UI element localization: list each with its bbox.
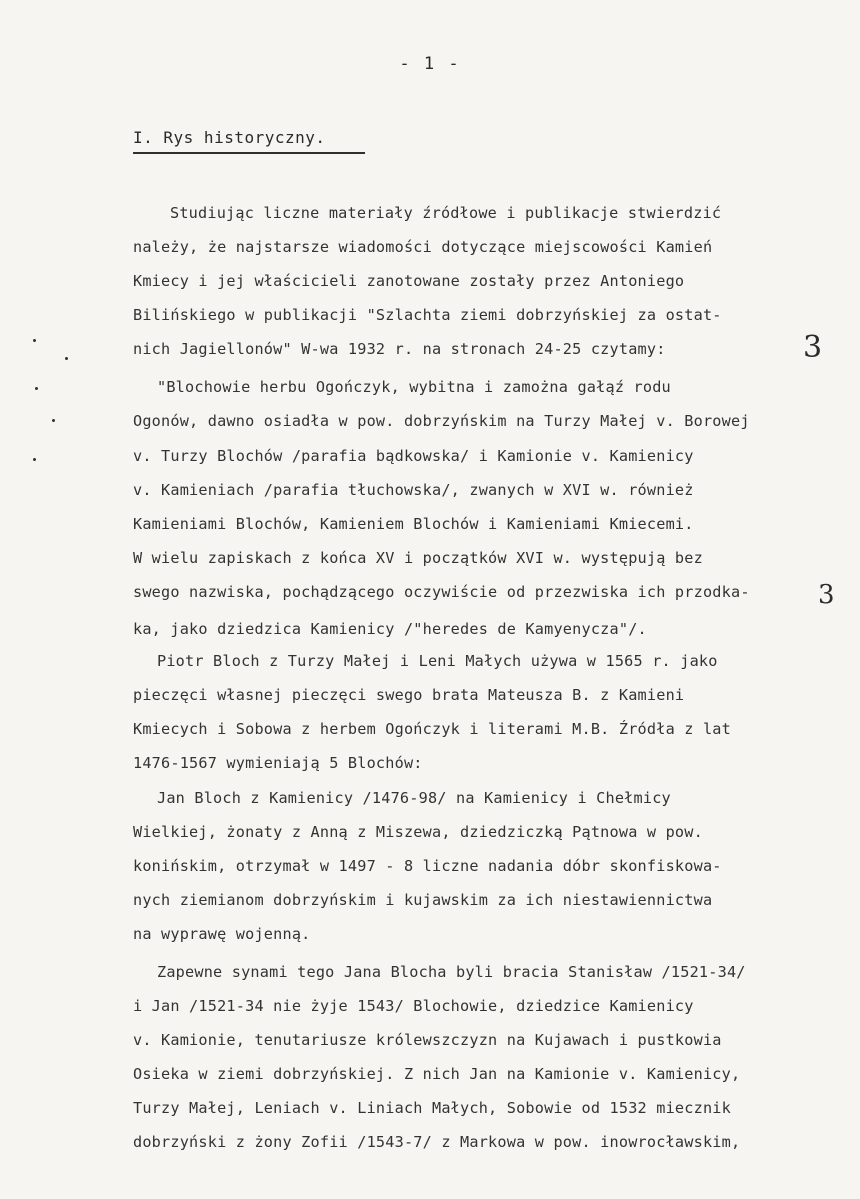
text-line: swego nazwiska, pochądzącego oczywiście od przezwiska ich przodka- bbox=[133, 583, 750, 601]
text-line: Studiując liczne materiały źródłowe i publikacje stwierdzić bbox=[170, 204, 722, 222]
text-line: dobrzyński z żony Zofii /1543-7/ z Markowa w pow. inowrocławskim, bbox=[133, 1133, 741, 1151]
margin-dot bbox=[35, 387, 38, 390]
text-line: Kmiecy i jej właścicieli zanotowane zostały przez Antoniego bbox=[133, 272, 685, 290]
text-line: ka, jako dziedzica Kamienicy /"heredes de Kamyenycza"/. bbox=[133, 620, 647, 638]
text-line: 1476-1567 wymieniają 5 Blochów: bbox=[133, 754, 423, 772]
text-line: nych ziemianom dobrzyńskim i kujawskim za ich niestawiennictwa bbox=[133, 891, 713, 909]
text-line: konińskim, otrzymał w 1497 - 8 liczne nadania dóbr skonfiskowa- bbox=[133, 857, 722, 875]
margin-dot bbox=[33, 458, 36, 461]
text-line: "Blochowie herbu Ogończyk, wybitna i zamożna gałąź rodu bbox=[157, 378, 671, 396]
margin-note: 3 bbox=[803, 330, 823, 365]
text-line: Wielkiej, żonaty z Anną z Miszewa, dziedziczką Pątnowa w pow. bbox=[133, 823, 703, 841]
text-line: W wielu zapiskach z końca XV i początków XVI w. występują bez bbox=[133, 549, 703, 567]
text-line: v. Turzy Blochów /parafia bądkowska/ i Kamionie v. Kamienicy bbox=[133, 447, 694, 465]
margin-dot bbox=[33, 339, 36, 342]
text-line: i Jan /1521-34 nie żyje 1543/ Blochowie, dziedzice Kamienicy bbox=[133, 997, 694, 1015]
section-heading bbox=[133, 128, 326, 147]
page-number: - 1 - bbox=[399, 54, 461, 74]
margin-note: 3 bbox=[818, 580, 835, 610]
text-line: należy, że najstarsze wiadomości dotyczące miejscowości Kamień bbox=[133, 238, 713, 256]
text-line: Kamieniami Blochów, Kamieniem Blochów i Kamieniami Kmiecemi. bbox=[133, 515, 694, 533]
section-heading-text: I. Rys historyczny. bbox=[133, 128, 326, 147]
text-line: Ogonów, dawno osiadła w pow. dobrzyńskim na Turzy Małej v. Borowej bbox=[133, 412, 750, 430]
text-line: na wyprawę wojenną. bbox=[133, 925, 311, 943]
text-line: nich Jagiellonów" W-wa 1932 r. na stronach 24-25 czytamy: bbox=[133, 340, 666, 358]
text-line: Kmiecych i Sobowa z herbem Ogończyk i literami M.B. Źródła z lat bbox=[133, 720, 731, 738]
heading-underline bbox=[133, 152, 365, 154]
text-line: Bilińskiego w publikacji "Szlachta ziemi dobrzyńskiej za ostat- bbox=[133, 306, 722, 324]
text-line: v. Kamionie, tenutariusze królewszczyzn na Kujawach i pustkowia bbox=[133, 1031, 722, 1049]
text-line: Zapewne synami tego Jana Blocha byli bracia Stanisław /1521-34/ bbox=[157, 963, 746, 981]
text-line: Osieka w ziemi dobrzyńskiej. Z nich Jan na Kamionie v. Kamienicy, bbox=[133, 1065, 741, 1083]
text-line: Turzy Małej, Leniach v. Liniach Małych, Sobowie od 1532 miecznik bbox=[133, 1099, 731, 1117]
margin-dot bbox=[52, 419, 55, 422]
text-line: Piotr Bloch z Turzy Małej i Leni Małych używa w 1565 r. jako bbox=[157, 652, 718, 670]
text-line: pieczęci własnej pieczęci swego brata Mateusza B. z Kamieni bbox=[133, 686, 685, 704]
margin-dot bbox=[65, 357, 68, 360]
text-line: v. Kamieniach /parafia tłuchowska/, zwanych w XVI w. również bbox=[133, 481, 694, 499]
text-line: Jan Bloch z Kamienicy /1476-98/ na Kamienicy i Chełmicy bbox=[157, 789, 671, 807]
